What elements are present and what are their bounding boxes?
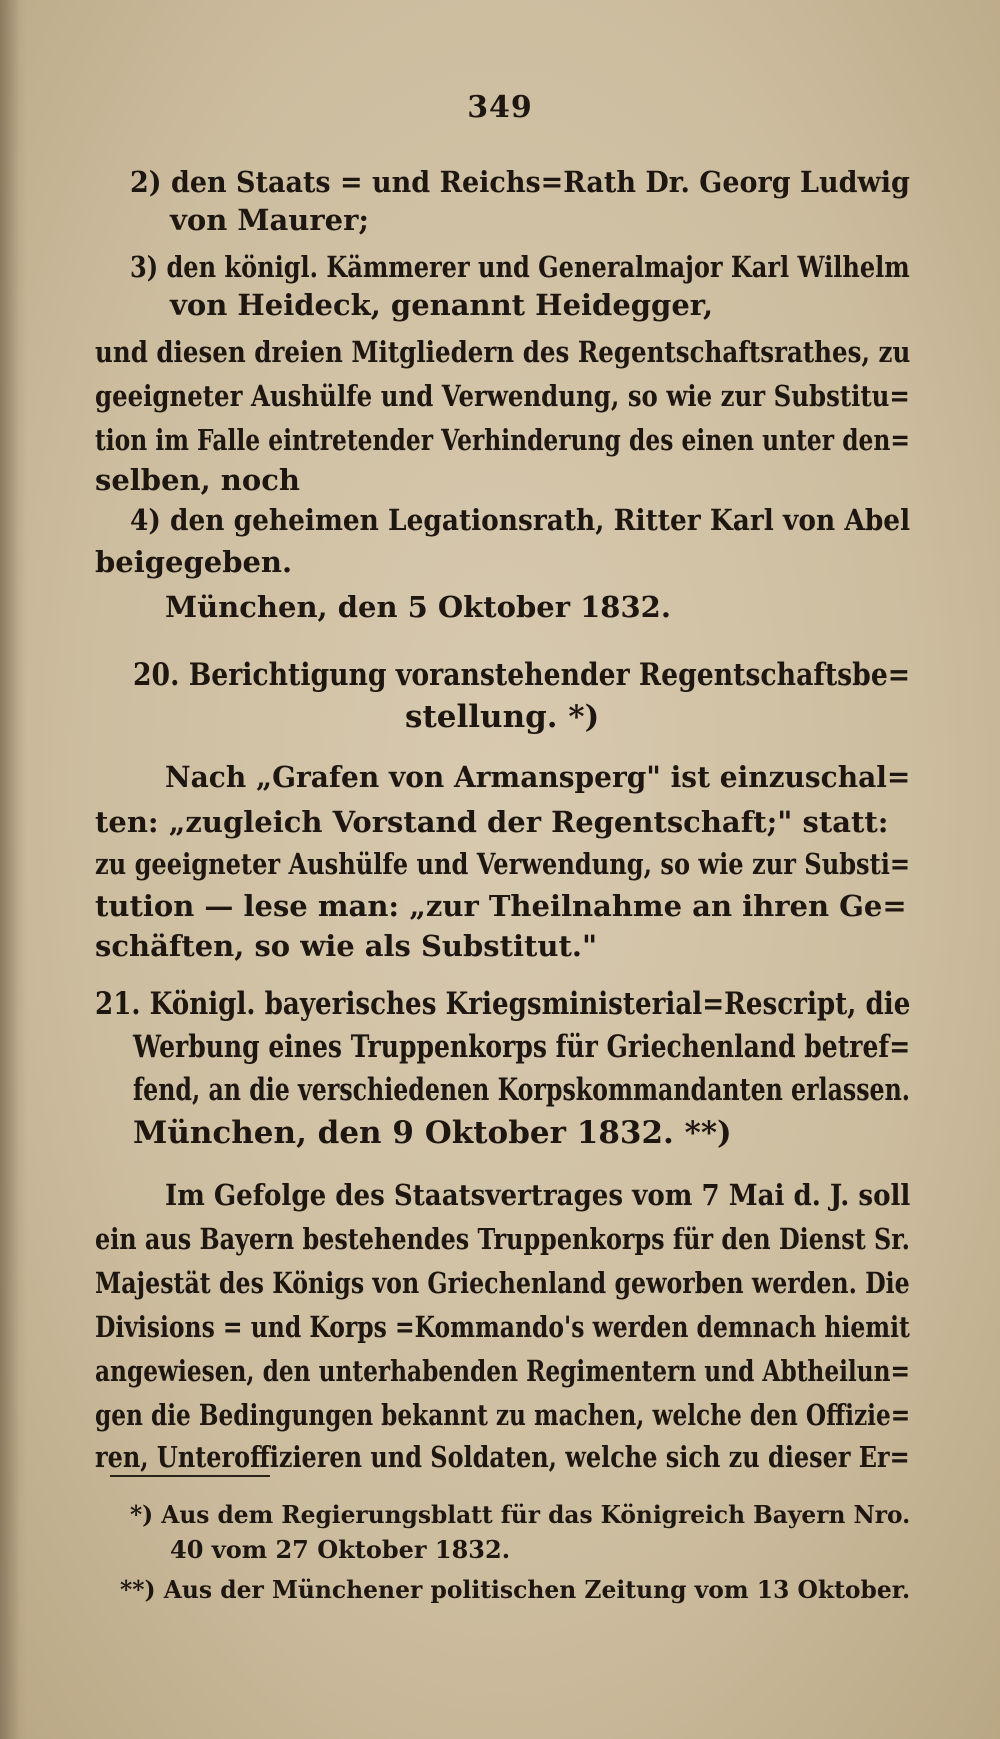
text-line: von Maurer; xyxy=(170,203,370,237)
text-line: angewiesen, den unterhabenden Regimentern und Abtheilun= xyxy=(95,1354,911,1388)
text-line: Im Gefolge des Staatsvertrages vom 7 Mai d. J. soll xyxy=(165,1178,911,1212)
text-line: ren, Unteroffizieren und Soldaten, welche sich zu dieser Er= xyxy=(95,1440,910,1474)
text-line: ten: „zugleich Vorstand der Regentschaft;" statt: xyxy=(95,805,889,839)
text-line: und diesen dreien Mitgliedern des Regentschaftsrathes, zu xyxy=(95,335,911,369)
text-line: zu geeigneter Aushülfe und Verwendung, so wie zur Substi= xyxy=(95,847,911,881)
page-number: 349 xyxy=(467,90,533,125)
text-line: 2) den Staats = und Reichs=Rath Dr. Georg Ludwig xyxy=(130,165,910,199)
text-line: schäften, so wie als Substitut." xyxy=(95,929,598,963)
text-line: 3) den königl. Kämmerer und Generalmajor Karl Wilhelm xyxy=(130,250,910,284)
section-heading: 20. Berichtigung voranstehender Regentschaftsbe= xyxy=(133,657,911,693)
section-heading: fend, an die verschiedenen Korpskommandanten erlassen. xyxy=(133,1072,911,1108)
footnote: *) Aus dem Regierungsblatt für das Königreich Bayern Nro. xyxy=(130,1500,911,1529)
text-line: München, den 5 Oktober 1832. xyxy=(165,590,671,624)
text-line: von Heideck, genannt Heidegger, xyxy=(170,288,714,322)
text-line: geeigneter Aushülfe und Verwendung, so wie zur Substitu= xyxy=(95,379,910,413)
text-line: tution — lese man: „zur Theilnahme an ihren Ge= xyxy=(95,889,907,923)
footnote: **) Aus der Münchener politischen Zeitung vom 13 Oktober. xyxy=(120,1575,911,1604)
text-line: ein aus Bayern bestehendes Truppenkorps für den Dienst Sr. xyxy=(95,1222,911,1256)
section-heading: stellung. *) xyxy=(405,699,600,735)
text-line: beigegeben. xyxy=(95,545,293,579)
text-line: Nach „Grafen von Armansperg" ist einzuschal= xyxy=(165,760,911,794)
text-line: 4) den geheimen Legationsrath, Ritter Karl von Abel xyxy=(130,503,911,537)
footnote-rule xyxy=(110,1475,270,1477)
section-heading: 21. Königl. bayerisches Kriegsministerial=Rescript, die xyxy=(95,986,911,1022)
footnote: 40 vom 27 Oktober 1832. xyxy=(170,1535,511,1564)
text-line: tion im Falle eintretender Verhinderung des einen unter den= xyxy=(95,423,910,457)
section-heading: München, den 9 Oktober 1832. **) xyxy=(133,1115,732,1151)
section-heading: Werbung eines Truppenkorps für Griechenland betref= xyxy=(133,1029,911,1065)
text-line: Majestät des Königs von Griechenland geworben werden. Die xyxy=(95,1266,910,1300)
text-line: selben, noch xyxy=(95,463,300,497)
text-line: Divisions = und Korps =Kommando's werden demnach hiemit xyxy=(95,1310,910,1344)
text-line: gen die Bedingungen bekannt zu machen, welche den Offizie= xyxy=(95,1398,911,1432)
